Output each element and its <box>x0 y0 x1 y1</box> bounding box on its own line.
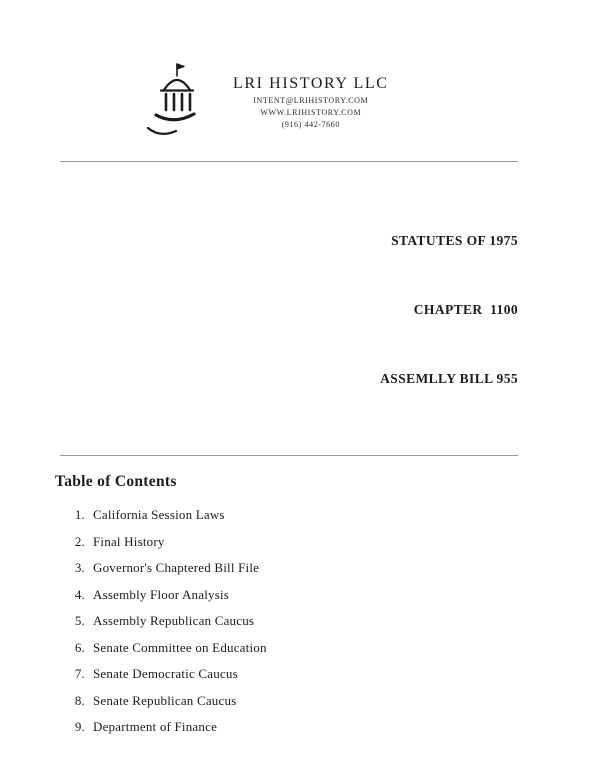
letterhead <box>0 0 600 144</box>
toc-item-number: 5. <box>74 613 85 628</box>
company-name: LRI HISTORY LLC <box>233 75 389 92</box>
toc-item-number: 9. <box>74 719 85 734</box>
toc-item <box>69 666 600 682</box>
toc-item <box>69 534 600 550</box>
toc-item-number: 8. <box>74 692 85 708</box>
chapter-line: CHAPTER 1100 <box>413 302 518 317</box>
toc-item-label: Assembly Floor Analysis <box>93 586 230 602</box>
statute-heading <box>0 183 518 436</box>
toc-item-label: Governor's Chaptered Bill File <box>93 560 260 575</box>
toc-item-number: 7. <box>74 666 85 681</box>
toc-item <box>69 613 600 629</box>
email-text: INTENT@LRIHISTORY.COM <box>253 96 369 106</box>
website-text: WWW.LRIHISTORY.COM <box>260 108 362 118</box>
capitol-building-logo-icon <box>143 60 203 144</box>
firm-info <box>233 60 389 129</box>
toc-item-label: Senate Committee on Education <box>93 639 267 655</box>
toc-item <box>69 507 600 523</box>
statutes-line: STATUTES OF 1975 <box>391 233 518 248</box>
toc-item-number: 2. <box>74 533 85 549</box>
toc-list <box>69 507 600 735</box>
toc-item-label: California Session Laws <box>93 507 225 522</box>
toc-item <box>69 640 600 656</box>
toc-item-label: Department of Finance <box>93 719 218 734</box>
toc-title: Table of Contents <box>55 473 177 490</box>
toc-item-label: Assembly Republican Caucus <box>93 613 255 628</box>
divider-bottom <box>60 455 518 456</box>
toc-item-label: Final History <box>93 533 165 549</box>
toc-item-number: 6. <box>74 639 85 655</box>
toc-item <box>69 719 600 735</box>
divider-top <box>60 161 518 162</box>
phone-text: (916) 442-7660 <box>281 120 340 130</box>
toc-item <box>69 560 600 576</box>
toc-item <box>69 587 600 603</box>
toc-item-label: Senate Democratic Caucus <box>93 666 238 681</box>
toc-item <box>69 693 600 709</box>
toc-item-label: Senate Republican Caucus <box>93 692 237 708</box>
assembly-bill-line: ASSEMLLY BILL 955 <box>380 371 518 386</box>
toc-item-number: 3. <box>74 560 85 575</box>
toc-item-number: 1. <box>74 507 85 522</box>
toc-item-number: 4. <box>74 586 85 602</box>
